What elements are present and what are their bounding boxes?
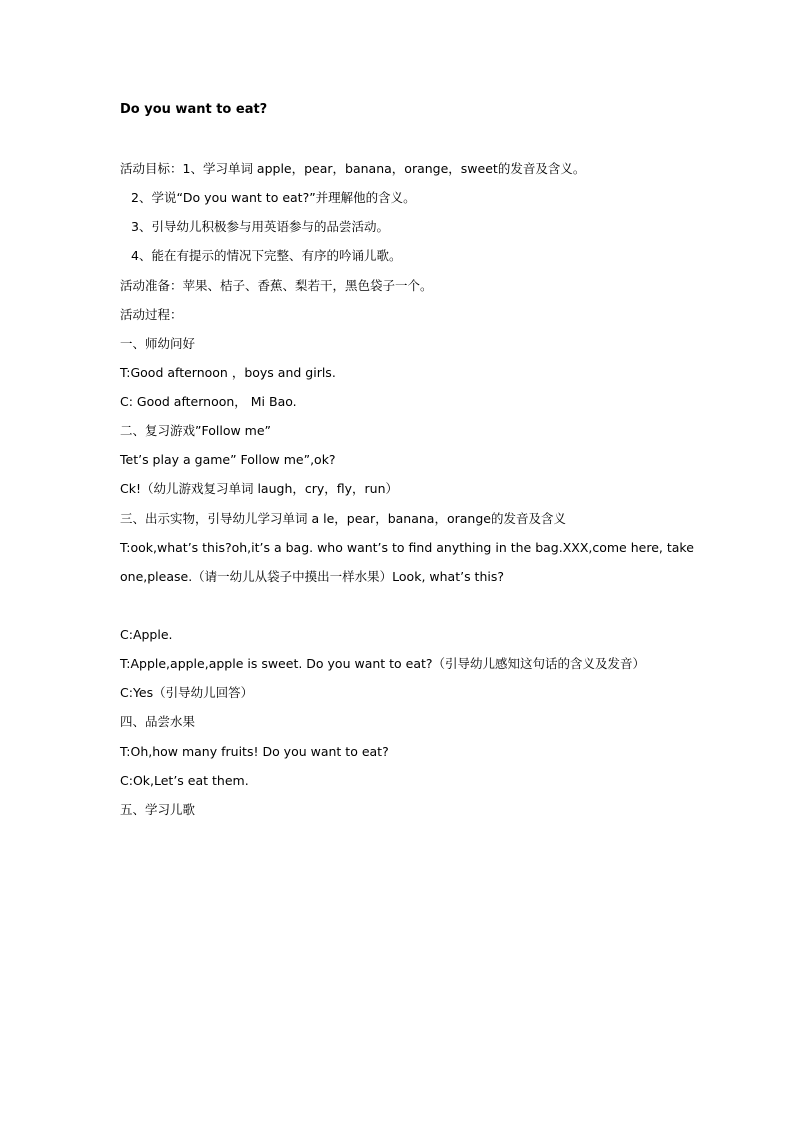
dialogue-line: Tet’s play a game” Follow me”,ok?	[120, 452, 336, 467]
objective-2-line: 2、学说“Do you want to eat?”并理解他的含义。	[131, 190, 416, 205]
document-title: Do you want to eat?	[120, 102, 268, 117]
section-3-heading: 三、出示实物，引导幼儿学习单词 a le，pear，banana，orange的发音及含义	[120, 511, 566, 526]
preparation-line: 活动准备：苹果、桔子、香蕉、梨若干，黑色袋子一个。	[120, 278, 433, 293]
objective-3-line: 3、引导幼儿积极参与用英语参与的品尝活动。	[131, 219, 389, 234]
dialogue-line: T:Oh,how many fruits! Do you want to eat?	[120, 744, 389, 759]
objectives-line: 活动目标：1、学习单词 apple，pear，banana，orange，sweet的发音及含义。	[120, 161, 586, 176]
dialogue-line: one,please.（请一幼儿从袋子中摸出一样水果）Look, what’s this?	[120, 569, 505, 584]
dialogue-line: Ck!（幼儿游戏复习单词 laugh，cry，fly，run）	[120, 481, 399, 496]
dialogue-line: C:Ok,Let’s eat them.	[120, 773, 249, 788]
dialogue-line: T:ook,what’s this?oh,it’s a bag. who want’s to find anything in the bag.XXX,come here, take	[120, 540, 694, 555]
dialogue-line: C:Apple.	[120, 627, 173, 642]
section-4-heading: 四、品尝水果	[120, 714, 196, 729]
dialogue-line: C: Good afternoon， Mi Bao.	[120, 394, 297, 409]
section-5-heading: 五、学习儿歌	[120, 802, 196, 817]
dialogue-line: T:Good afternoon ，boys and girls.	[120, 365, 336, 380]
process-heading: 活动过程：	[120, 307, 183, 322]
section-2-heading: 二、复习游戏”Follow me”	[120, 423, 272, 438]
dialogue-line: T:Apple,apple,apple is sweet. Do you want to eat?（引导幼儿感知这句话的含义及发音）	[120, 656, 646, 671]
dialogue-line: C:Yes（引导幼儿回答）	[120, 685, 254, 700]
section-1-heading: 一、师幼问好	[120, 336, 196, 351]
objective-4-line: 4、能在有提示的情况下完整、有序的吟诵儿歌。	[131, 248, 402, 263]
